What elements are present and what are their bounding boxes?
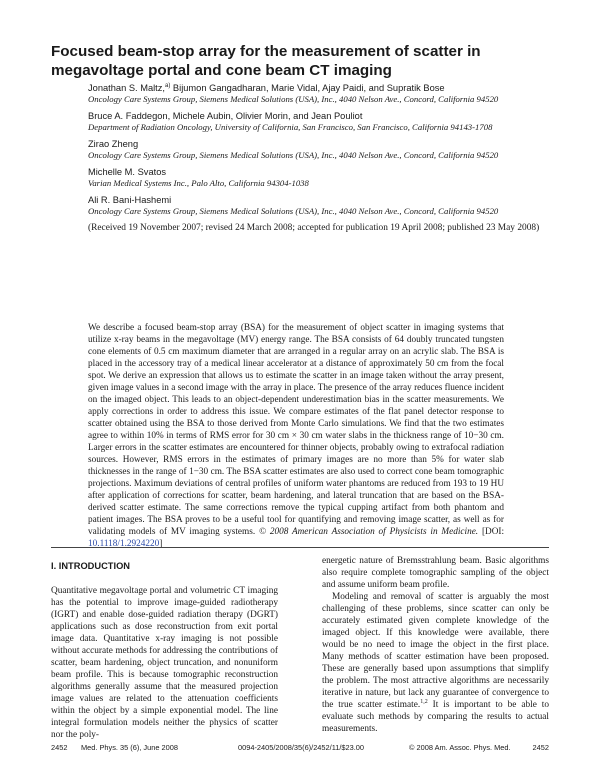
author-group [88,138,558,161]
footnote-marker[interactable]: a) [165,82,171,89]
paragraph-text-tail: It is important to be able to evaluate such methods by comparing the results to actual measurements. [322,700,549,734]
page-number-right: 2452 [532,743,549,752]
doi-label: [DOI: [481,527,505,537]
affiliation: Department of Radiation Oncology, University of California, San Francisco, San Francisco, California 94143-1708 [88,122,493,132]
page-number-left: 2452 [51,743,68,752]
citation-marker[interactable]: 1,2 [420,698,428,705]
affiliation: Oncology Care Systems Group, Siemens Medical Solutions (USA), Inc., 4040 Nelson Ave., Concord, California 94520 [88,206,499,216]
author-names: Michelle M. Svatos [88,167,167,177]
author-group [88,166,558,189]
journal-citation: Med. Phys. 35 (6), June 2008 [81,743,178,752]
abstract-text: We describe a focused beam-stop array (BSA) for the measurement of object scatter in imaging systems that utilize x-ray beams in the megavoltage (MV) energy range. The BSA consists of 64 doubly truncated tungsten cone elements of 0.5 cm maximum diameter that are arranged in a regular array on an acrylic slab. The BSA is placed in the accessory tray of a medical linear accelerator at a distance of approximately 50 cm from the focal spot. We derive an expression that allows us to estimate the scatter in an image taken without the array present, given image values in a second image with the array in place. The presence of the array reduces fluence incident on the imaged object. This leads to an object-dependent underestimation bias in the scatter measurements. We apply corrections in order to address this issue. We compare estimates of the flat panel detector response to scatter obtained using the BSA to those derived from Monte Carlo simulations. We find that the two estimates agree to within 10% in terms of RMS error for 30 cm × 30 cm water slabs in the thickness range of 10−30 cm. Larger errors in the scatter estimates are encountered for thinner objects, probably owing to extrafocal radiation sources. However, RMS errors in the estimates of primary images are no more than 5% for water slab thicknesses in the range of 1−30 cm. The BSA scatter estimates are also used to correct cone beam tomographic projections. Maximum deviations of central profiles of uniform water phantoms are reduced from 193 to 19 HU after application of corrections for scatter, beam hardening, and lateral truncation that are based on the BSA-derived scatter estimate. The same corrections remove the typical cupping artifact from both phantom and patient images. The BSA proves to be a useful tool for quantifying and removing image scatter, as well as for validating models of MV imaging systems. [88,323,504,537]
author-group [88,110,558,133]
author-names-rest: Bijumon Gangadharan, Marie Vidal, Ajay Paidi, and Supratik Bose [170,83,445,93]
doi-close: ] [159,539,163,549]
paper-title: Focused beam-stop array for the measurement of scatter in megavoltage portal and cone beam CT imaging [51,43,481,79]
author-names: Ali R. Bani-Hashemi [88,195,172,205]
section-heading: I. INTRODUCTION [51,561,131,571]
affiliation: Oncology Care Systems Group, Siemens Medical Solutions (USA), Inc., 4040 Nelson Ave., Concord, California 94520 [88,150,499,160]
paragraph-text: Modeling and removal of scatter is arguably the most challenging of these problems, since scatter can only be accurately estimated given complete knowledge of the imaged object. If this knowledge were available, there would be no need to image the object in the first place. Many methods of scatter estimation have been proposed. These are generally based upon assumptions that simplify the problem. The most attractive algorithms are necessarily iterative in nature, but lack any guarantee of convergence to the true scatter estimate. [322,592,549,710]
author-names-text: Jonathan S. Maltz, [88,83,165,93]
intro-paragraph-2 [322,591,549,735]
affiliation: Varian Medical Systems Inc., Palo Alto, California 94304-1038 [88,178,309,188]
footer-copyright: © 2008 Am. Assoc. Phys. Med. [409,743,511,752]
page-footer [51,743,549,755]
article-code: 0094-2405/2008/35(6)/2452/11/$23.00 [238,743,365,752]
doi-link[interactable]: 10.1118/1.2924220 [88,539,160,549]
author-group [88,82,558,105]
author-names [88,82,558,94]
right-column [322,555,549,735]
abstract [88,322,504,550]
left-column [51,560,278,741]
copyright-notice: © 2008 American Association of Physicists in Medicine. [258,527,479,537]
author-names: Zirao Zheng [88,139,139,149]
intro-paragraph: Quantitative megavoltage portal and volumetric CT imaging has the potential to improve image-guided radiotherapy (IGRT) and enable dose-guided radiation therapy (DGRT) applications such as dose reconstruction from exit portal image data. Quantitative x-ray imaging is not possible without accurate methods for addressing the contributions of scatter, beam hardening, object truncation, and nonuniform beam profile. This is because tomographic reconstruction algorithms generally assume that the measured projection image values are related to the attenuation coefficients within the object by a simple exponential model. The line integral formulation models neither the physics of scatter nor the poly- [51,586,278,740]
author-names: Bruce A. Faddegon, Michele Aubin, Olivier Morin, and Jean Pouliot [88,111,363,121]
author-group [88,194,558,217]
section-divider [51,547,549,548]
intro-paragraph-continued: energetic nature of Bremsstrahlung beam. Basic algorithms also require complete tomographic sampling of the object and assume uniform beam profile. [322,556,549,590]
affiliation: Oncology Care Systems Group, Siemens Medical Solutions (USA), Inc., 4040 Nelson Ave., Concord, California 94520 [88,94,499,104]
received-dates: (Received 19 November 2007; revised 24 March 2008; accepted for publication 19 April 2008; published 23 May 2008) [88,223,540,233]
author-list [88,82,558,234]
